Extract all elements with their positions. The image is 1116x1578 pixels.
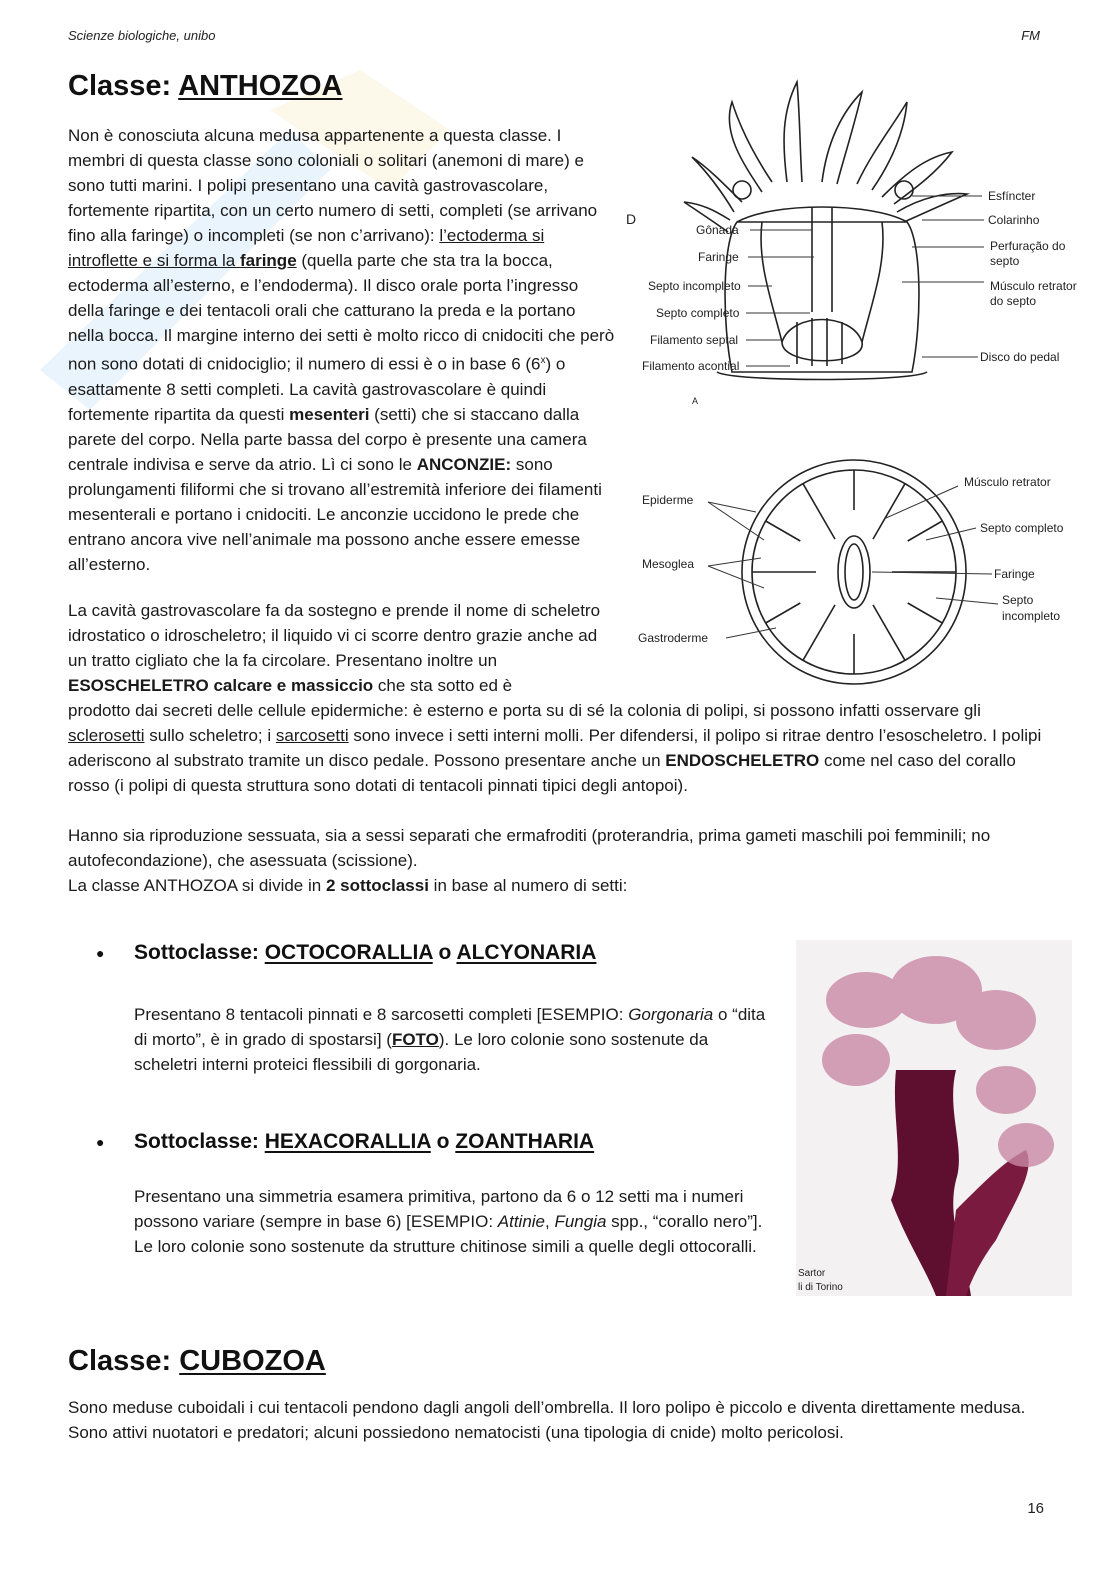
fig2-label-mesoglea: Mesoglea — [642, 557, 695, 571]
endoscheletro-term: ENDOSCHELETRO — [665, 751, 820, 770]
anthozoa-title-name: ANTHOZOA — [178, 70, 343, 102]
fig1-label-septo-incompleto: Septo incompleto — [648, 279, 741, 293]
esoscheletro-term: ESOSCHELETRO calcare e massiccio — [68, 676, 374, 695]
cubozoa-title-name: CUBOZOA — [179, 1345, 326, 1377]
pedal-disc — [717, 372, 927, 380]
anthozoa-paragraph-1 — [68, 123, 616, 577]
fig1-label-filamento-septal: Filamento septal — [650, 333, 739, 347]
incomplete-septum — [766, 603, 801, 623]
body-column — [725, 222, 919, 372]
text-run: l’ectoderma si introflette e si forma la — [68, 226, 545, 270]
fig1-letter: A — [692, 396, 699, 406]
sottoclassi-term: 2 sottoclassi — [325, 876, 429, 895]
fig1-label-faringe: Faringe — [698, 250, 739, 264]
fig1-label-colarinho: Colarinho — [988, 213, 1040, 227]
text-run: La classe ANTHOZOA si divide in — [68, 876, 326, 895]
bullet-icon: ● — [96, 1134, 105, 1151]
bullet-icon: ● — [96, 945, 105, 962]
faringe-term: faringe — [239, 251, 297, 270]
foto-link[interactable]: FOTO — [391, 1030, 439, 1049]
text-run: La cavità gastrovascolare fa da sostegno e prende il nome di scheletro idrostatico o idroscheletro; il liquido vi ci scorre dentro grazie anche ad un tratto cigliato che la fa circolare. Presentano inoltre un — [68, 601, 601, 670]
cubozoa-text: Sono meduse cuboidali i cui tentacoli pendono dagli angoli dell’ombrella. Il loro polipo è piccolo e diventa direttamente medusa. Sono attivi nuotatori e predatori; alcuni possiedono nematocisti (una tipologia di cnide) molto pericolosi. — [68, 1398, 1026, 1442]
zoantharia-name: ZOANTHARIA — [455, 1130, 595, 1153]
text-run: Presentano una simmetria esamera primitiva, partono da 6 o 12 setti ma i numeri possono variare (sempre in base 6) [ESEMPIO: — [134, 1187, 744, 1231]
text-run: come nel caso del corallo rosso (i polipi di questa struttura sono dotati di tentacoli pinnati tipici degli antopoi). — [68, 751, 1016, 795]
fig2-label-faringe: Faringe — [994, 567, 1035, 581]
cross-section-diagram — [636, 458, 1096, 690]
octocoral-photo — [796, 940, 1072, 1296]
septum — [761, 222, 782, 342]
photo-caption-2: li di Torino — [798, 1282, 843, 1293]
anthozoa-paragraph-4: Hanno sia riproduzione sessuata, sia a sessi separati che ermafroditi (proterandria, prima gameti maschili poi femminili; no autofecondazione), che asessuata (scissione). — [68, 826, 991, 870]
fig1-label-gonada: Gônada — [696, 223, 739, 237]
octocorallia-text — [134, 1002, 776, 1077]
attinie-term: Attinie — [497, 1212, 546, 1231]
anconzie-term: ANCONZIE: — [416, 454, 512, 474]
photo-caption-1: Sartor — [798, 1268, 826, 1279]
anthozoa-title-prefix: Classe: — [68, 70, 179, 102]
polyp-section-diagram — [622, 72, 1092, 412]
text-run: (quella parte che sta tra la bocca, ectoderma all’esterno, e l’endoderma). Il disco orale porta l’ingresso della faringe e dei tentacoli orali che catturano la preda e la portano nella bocca. Il margine interno dei setti è molto ricco di cnidociti che però non sono dotati di cnidociglio; il numero di essi è o in base 6 (6 — [68, 251, 615, 374]
sclerosetti-term: sclerosetti — [68, 726, 145, 745]
text-run: , — [545, 1212, 555, 1231]
tentacle — [857, 102, 907, 190]
pharynx-ring — [838, 536, 870, 608]
fig2-label-septo: Septo — [1002, 593, 1034, 607]
incomplete-septum — [908, 521, 943, 541]
heading-conj: o — [430, 1130, 456, 1153]
text-run: ). Le loro colonie sono sostenute da scheletri interni proteici flessibili di gorgonaria. — [134, 1030, 709, 1074]
text-run: o “dita di morto”, è in grado di spostarsi] ( — [134, 1005, 766, 1049]
fig1-label-do-septo: do septo — [990, 294, 1037, 308]
text-run: ) o esattamente 8 setti completi. La cavità gastrovascolare è quindi fortemente ripartita da questi — [68, 354, 566, 424]
cubozoa-title-prefix: Classe: — [68, 1345, 180, 1377]
hexacorallia-name: HEXACORALLIA — [264, 1130, 431, 1153]
incomplete-septum — [908, 603, 943, 623]
alcyonaria-name: ALCYONARIA — [456, 941, 597, 964]
fig1-label-disco-pedal: Disco do pedal — [980, 350, 1060, 364]
tentacle — [784, 82, 802, 182]
fig1-label-esfincter: Esfíncter — [988, 189, 1036, 203]
fig1-label-musculo-retrator: Músculo retrator — [990, 279, 1077, 293]
complete-septum — [873, 605, 905, 660]
fungia-term: Fungia — [554, 1212, 607, 1231]
fig1-edge-letter: D — [626, 211, 637, 227]
header-left: Scienze biologiche, unibo — [68, 28, 216, 43]
text-run: sullo scheletro; i — [144, 726, 276, 745]
anthozoa-paragraph-3 — [68, 698, 1048, 798]
text-run: sono prolungamenti filiformi che si trovano all’estremità inferiore dei filamenti mesenterali e portano i cnidociti. Le anconzie uccidono le prede che entrano ancora vive nell’animale ma possono anche essere emesse all’esterno. — [68, 454, 602, 574]
octocorallia-name: OCTOCORALLIA — [264, 941, 433, 964]
page-number: 16 — [1027, 1500, 1044, 1517]
complete-septum — [803, 484, 835, 539]
tentacle — [729, 102, 772, 192]
fig2-label-epiderme: Epiderme — [642, 493, 694, 507]
text-run: Non è conosciuta alcuna medusa appartenente a questa classe. I membri di questa classe sono coloniali o solitari (anemoni di mare) e sono tutti marini. I polipi presentano una cavità gastrovascolare, fortemente ripartita, con un certo numero di setti, completi (se arrivano fino alla faringe) o incompleti (se non c’arrivano): — [68, 126, 598, 245]
text-run: Presentano 8 tentacoli pinnati e 8 sarcosetti completi [ESEMPIO: — [134, 1005, 629, 1024]
anthozoa-paragraph-2 — [68, 598, 616, 698]
octocorallia-heading — [96, 941, 596, 965]
fig2-label-musculo-retrator: Músculo retrator — [964, 475, 1051, 489]
text-run: che sta sotto ed è — [373, 676, 513, 695]
superscript: x — [540, 355, 546, 366]
anthozoa-paragraph-5 — [68, 873, 1028, 898]
fig1-label-septo: septo — [990, 254, 1020, 268]
cubozoa-title — [68, 1345, 326, 1378]
tentacle — [822, 92, 862, 184]
fig2-label-incompleto: incompleto — [1002, 609, 1061, 623]
fig1-label-perfuracao: Perfuração do — [990, 239, 1066, 253]
header-right: FM — [1021, 28, 1040, 43]
text-run: (setti) che si staccano dalla parete del corpo. Nella parte bassa del corpo è presente una camera centrale indivisa e serve da atrio. Lì ci sono le — [68, 404, 587, 474]
text-run: prodotto dai secreti delle cellule epidermiche: è esterno e porta su di sé la colonia di polipi, si possono infatti osservare gli — [68, 701, 981, 720]
septum — [862, 222, 883, 342]
fig2-label-gastroderme: Gastroderme — [638, 631, 709, 645]
fig1-label-septo-completo: Septo completo — [656, 306, 740, 320]
incomplete-septum — [766, 521, 801, 541]
gorgonaria-term: Gorgonaria — [628, 1005, 714, 1024]
text-run: sono invece i setti interni molli. Per difendersi, il polipo si ritrae dentro l’esoscheletro. I polipi aderiscono al substrato tramite un disco pedale. Possono presentare anche un — [68, 726, 1042, 770]
heading-conj: o — [432, 941, 457, 964]
heading-prefix: Sottoclasse: — [134, 1130, 265, 1153]
complete-septum — [803, 605, 835, 660]
hexacorallia-text — [134, 1184, 780, 1259]
text-run: in base al numero di setti: — [428, 876, 628, 895]
fig1-label-filamento-acontial: Filamento acontial — [642, 359, 740, 373]
heading-prefix: Sottoclasse: — [134, 941, 265, 964]
sarcosetti-term: sarcosetti — [275, 726, 349, 745]
hexacorallia-heading — [96, 1130, 594, 1154]
sphincter — [733, 181, 751, 199]
text-run: spp., “corallo nero”]. Le loro colonie sono sostenute da strutture chitinose simili a quelle degli ottocoralli. — [134, 1212, 763, 1256]
filaments — [782, 320, 862, 361]
fig2-label-septo-completo: Septo completo — [980, 521, 1064, 535]
anthozoa-title — [68, 70, 342, 103]
mesenteri-term: mesenteri — [289, 404, 370, 424]
